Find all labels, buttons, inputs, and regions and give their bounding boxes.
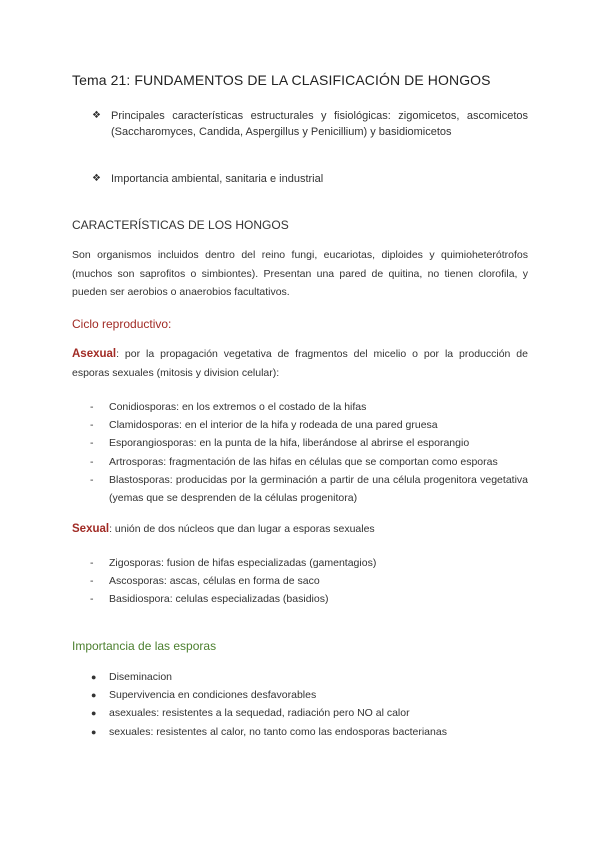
list-item: ● Diseminacion — [90, 668, 528, 686]
bullet-dot-icon: ● — [91, 672, 97, 682]
page-title: Tema 21: FUNDAMENTOS DE LA CLASIFICACIÓN DE HONGOS — [72, 72, 491, 88]
intro-paragraph: Son organismos incluidos dentro del reino fungi, eucariotas, diploides y quimioheterótrofos (muchos son saprofitos o simbiontes). Presentan una pared de quitina, no tienen clorofila, y pueden ser aerobios o anaerobios facultativos. — [72, 249, 528, 298]
list-item: - Zigosporas: fusion de hifas especializadas (gamentagios) — [90, 554, 528, 572]
asexual-text: : por la propagación vegetativa de fragmentos del micelio o por la producción de esporas sexuales (mitosis y division celular): — [72, 348, 528, 379]
sexual-list — [90, 554, 528, 609]
bullet-dot-icon: ● — [91, 726, 97, 737]
list-item: - Artrosporas: fragmentación de las hifas en células que se comportan como esporas — [90, 453, 528, 471]
topic-text: Importancia ambiental, sanitaria e industrial — [111, 173, 324, 185]
dash-mark: - — [90, 473, 94, 486]
list-item: - Ascosporas: ascas, células en forma de saco — [90, 572, 528, 590]
dash-mark: - — [90, 437, 94, 450]
dash-mark: - — [90, 557, 94, 569]
importancia-list — [90, 668, 528, 741]
list-item: ● Supervivencia en condiciones desfavorables — [90, 686, 528, 704]
diamond-bullet-icon: ❖ — [92, 173, 101, 184]
list-item: - Conidiosporas: en los extremos o el costado de la hifas — [90, 398, 528, 416]
importancia-heading: Importancia de las esporas — [72, 639, 217, 653]
topic-text: Principales características estructurales y fisiológicas: zigomicetos, ascomicetos (Saccharomyces, Candida, Aspergillus y Penicillium) y basidiomicetos — [111, 110, 528, 138]
asexual-list — [90, 398, 528, 507]
diamond-bullet-icon: ❖ — [92, 110, 101, 121]
sexual-text: : unión de dos núcleos que dan lugar a esporas sexuales — [109, 523, 375, 535]
bullet-dot-icon: ● — [91, 690, 97, 701]
ciclo-heading: Ciclo reproductivo: — [72, 317, 172, 331]
asexual-keyword: Asexual — [72, 348, 117, 360]
dash-mark: - — [90, 419, 94, 432]
sexual-keyword: Sexual — [72, 523, 110, 535]
list-item: - Basidiospora: celulas especializadas (basidios) — [90, 590, 528, 608]
dash-mark: - — [90, 455, 94, 468]
sexual-paragraph — [72, 520, 528, 539]
list-item: - Blastosporas: producidas por la germinación a partir de una célula progenitora vegetativa (yemas que se desprenden de la células progenitora) — [90, 471, 528, 507]
topic-item — [92, 171, 528, 187]
dash-mark: - — [90, 593, 94, 606]
list-item: - Clamidosporas: en el interior de la hifa y rodeada de una pared gruesa — [90, 416, 528, 434]
asexual-paragraph — [72, 345, 528, 382]
dash-mark: - — [90, 401, 94, 413]
list-item: ● asexuales: resistentes a la sequedad, radiación pero NO al calor — [90, 704, 528, 722]
bullet-dot-icon: ● — [91, 708, 97, 719]
section-heading: CARACTERÍSTICAS DE LOS HONGOS — [72, 218, 289, 232]
dash-mark: - — [90, 575, 94, 588]
list-item: - Esporangiosporas: en la punta de la hifa, liberándose al abrirse el esporangio — [90, 434, 528, 452]
list-item: ● sexuales: resistentes al calor, no tanto como las endosporas bacterianas — [90, 723, 528, 741]
topic-item — [92, 108, 528, 140]
